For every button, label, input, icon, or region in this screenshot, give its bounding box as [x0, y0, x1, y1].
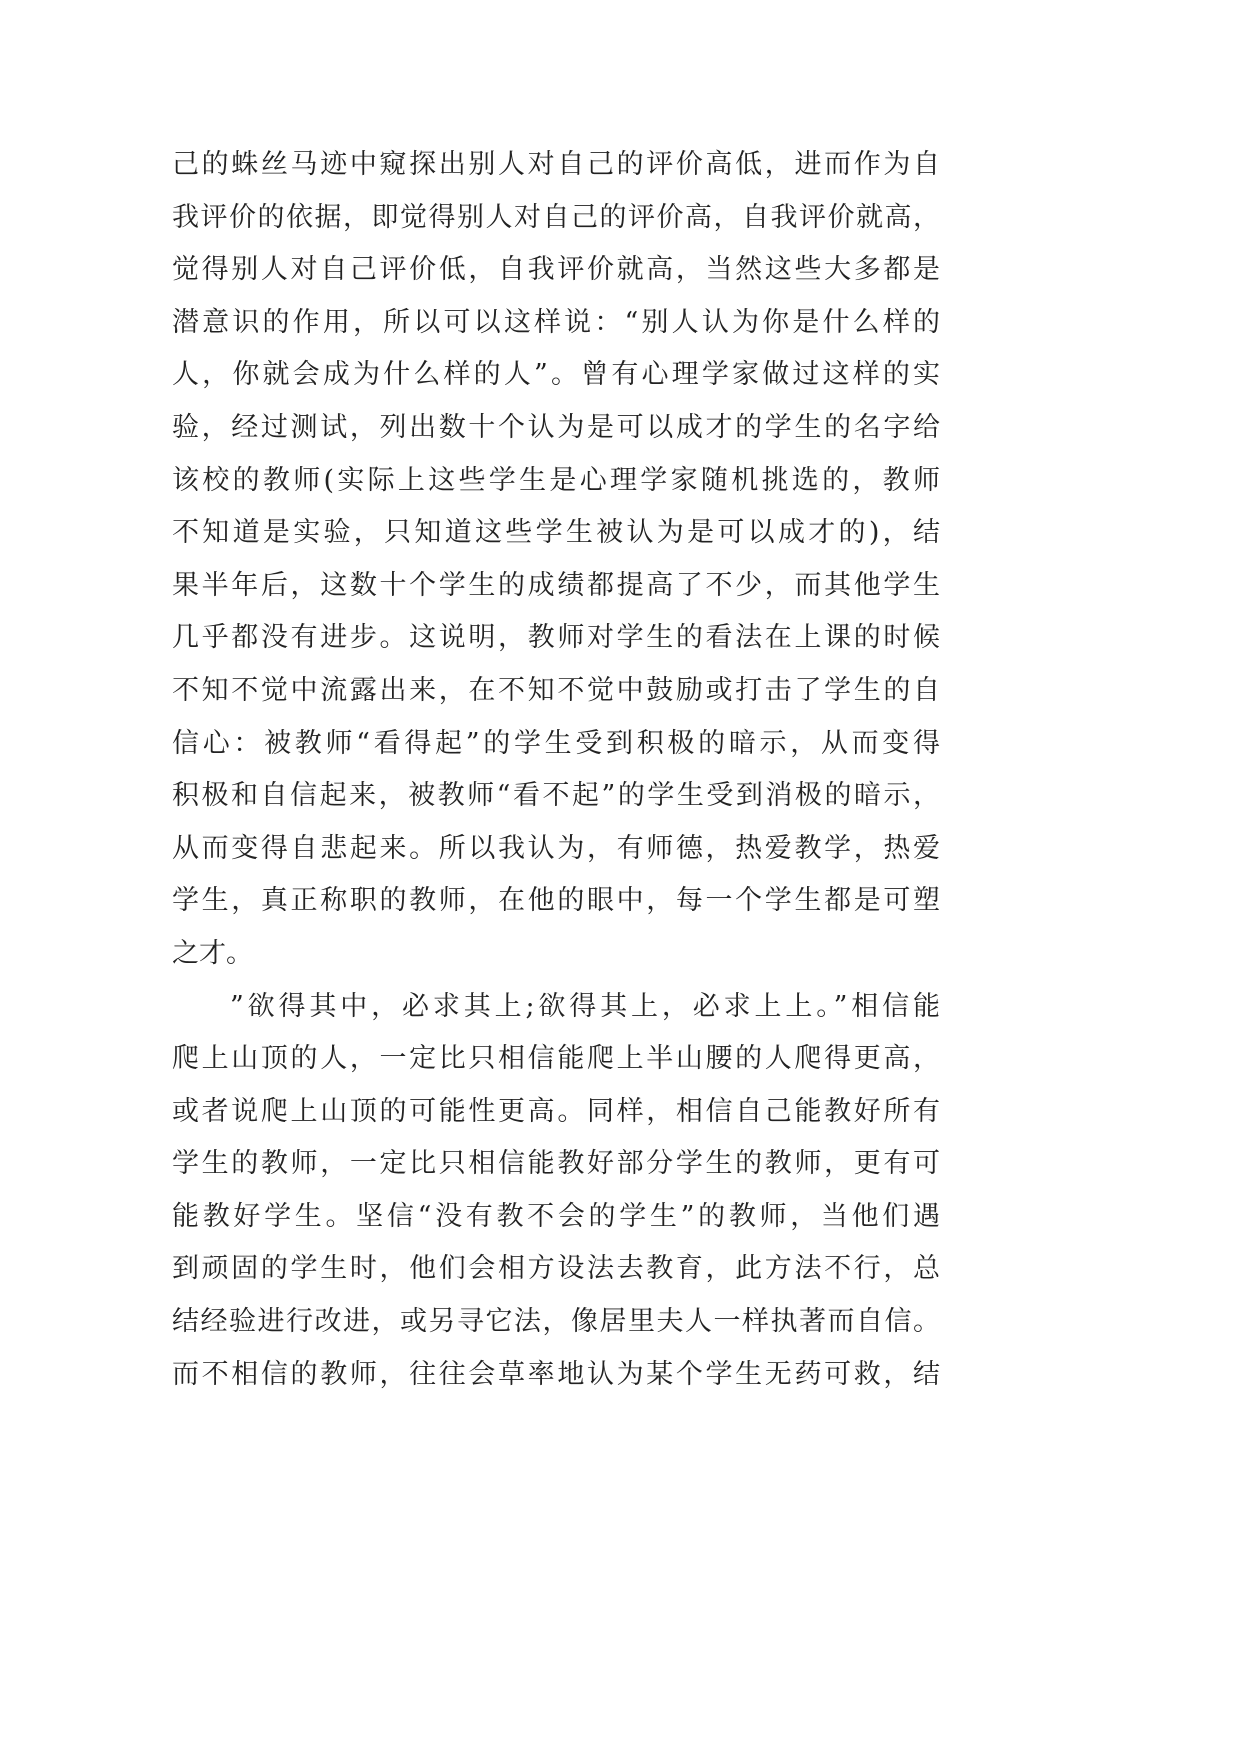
text-line: 积极和自信起来，被教师“看不起”的学生受到消极的暗示，: [172, 780, 940, 812]
text-line: 不知道是实验，只知道这些学生被认为是可以成才的)，结: [172, 517, 940, 549]
text-line: 人，你就会成为什么样的人”。曾有心理学家做过这样的实: [172, 359, 940, 391]
text-line: 到顽固的学生时，他们会相方设法去教育，此方法不行，总: [172, 1253, 940, 1285]
text-line: 果半年后，这数十个学生的成绩都提高了不少，而其他学生: [172, 569, 940, 601]
text-line: 学生的教师，一定比只相信能教好部分学生的教师，更有可: [172, 1148, 940, 1180]
text-line: 潜意识的作用，所以可以这样说：“别人认为你是什么样的: [172, 306, 940, 338]
text-line: 之才。: [172, 937, 253, 969]
text-line: 能教好学生。坚信“没有教不会的学生”的教师，当他们遇: [172, 1200, 940, 1232]
text-line: 学生，真正称职的教师，在他的眼中，每一个学生都是可塑: [172, 885, 940, 917]
document-body: [172, 139, 940, 1401]
text-line: 觉得别人对自己评价低，自我评价就高，当然这些大多都是: [172, 254, 940, 286]
text-line: 几乎都没有进步。这说明，教师对学生的看法在上课的时候: [172, 622, 940, 654]
text-line: 从而变得自悲起来。所以我认为，有师德，热爱教学，热爱: [172, 832, 940, 864]
text-line: 我评价的依据，即觉得别人对自己的评价高，自我评价就高，: [172, 201, 940, 233]
paragraph-1: [172, 139, 940, 981]
text-line: 己的蛛丝马迹中窥探出别人对自己的评价高低，进而作为自: [172, 149, 940, 180]
text-line: 不知不觉中流露出来，在不知不觉中鼓励或打击了学生的自: [172, 674, 940, 706]
text-line: 结经验进行改进，或另寻它法，像居里夫人一样执著而自信。: [172, 1306, 940, 1338]
text-line: 验，经过测试，列出数十个认为是可以成才的学生的名字给: [172, 411, 940, 443]
text-line: 或者说爬上山顶的可能性更高。同样，相信自己能教好所有: [172, 1095, 940, 1127]
text-line: 信心：被教师“看得起”的学生受到积极的暗示，从而变得: [172, 727, 940, 759]
paragraph-2: [172, 981, 940, 1402]
text-line: ”欲得其中，必求其上;欲得其上，必求上上。”相信能: [230, 990, 940, 1022]
text-line: 而不相信的教师，往往会草率地认为某个学生无药可救，结: [172, 1358, 940, 1390]
text-line: 爬上山顶的人，一定比只相信能爬上半山腰的人爬得更高，: [172, 1043, 940, 1075]
text-line: 该校的教师(实际上这些学生是心理学家随机挑选的，教师: [172, 464, 940, 496]
